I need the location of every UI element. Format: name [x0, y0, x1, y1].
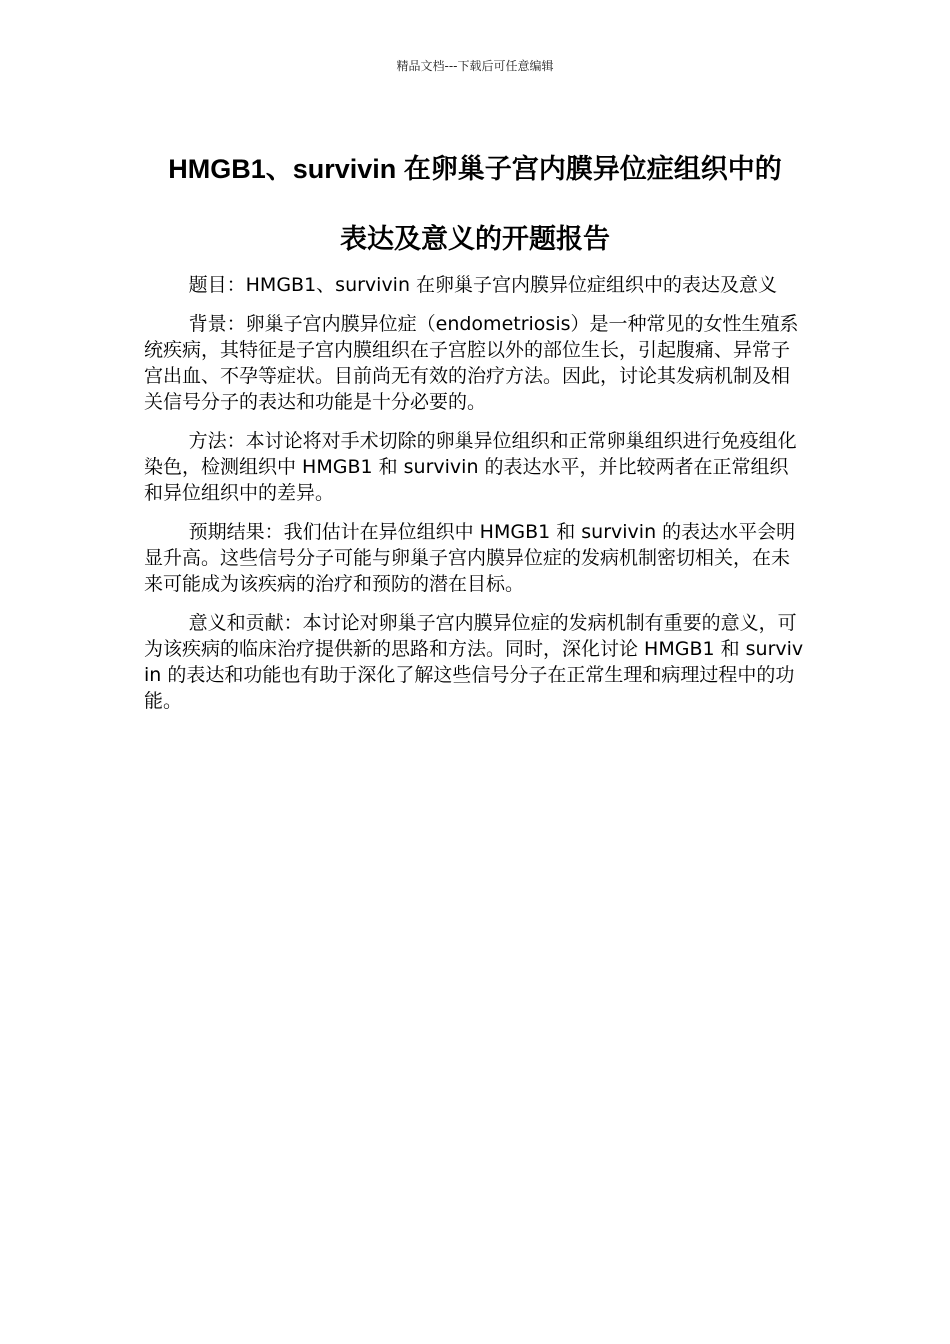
document-body [144, 272, 806, 727]
document-title [120, 134, 830, 274]
background-paragraph: 背景：卵巢子宫内膜异位症（endometriosis）是一种常见的女性生殖系统疾病，其特征是子宫内膜组织在子宫腔以外的部位生长，引起腹痛、异常子宫出血、不孕等症状。目前尚无有效的治疗方法。因此，讨论其发病机制及相关信号分子的表达和功能是十分必要的。 [144, 313, 799, 413]
significance-paragraph: 意义和贡献：本讨论对卵巢子宫内膜异位症的发病机制有重要的意义，可为该疾病的临床治疗提供新的思路和方法。同时，深化讨论 HMGB1 和 survivin 的表达和功能也有助于深化了解这些信号分子在正常生理和病理过程中的功能。 [144, 612, 804, 712]
expected-results-paragraph: 预期结果：我们估计在异位组织中 HMGB1 和 survivin 的表达水平会明显升高。这些信号分子可能与卵巢子宫内膜异位症的发病机制密切相关，在未来可能成为该疾病的治疗和预防的潜在目标。 [144, 521, 796, 595]
method-paragraph: 方法：本讨论将对手术切除的卵巢异位组织和正常卵巢组织进行免疫组化染色，检测组织中 HMGB1 和 survivin 的表达水平，并比较两者在正常组织和异位组织中的差异。 [144, 430, 797, 504]
topic-paragraph: 题目：HMGB1、survivin 在卵巢子宫内膜异位症组织中的表达及意义 [188, 274, 778, 296]
document-title-line-2: 表达及意义的开题报告 [340, 224, 610, 254]
page-header-note: 精品文档---下载后可任意编辑 [396, 59, 554, 73]
document-title-line-1: HMGB1、survivin 在卵巢子宫内膜异位症组织中的 [168, 154, 782, 184]
